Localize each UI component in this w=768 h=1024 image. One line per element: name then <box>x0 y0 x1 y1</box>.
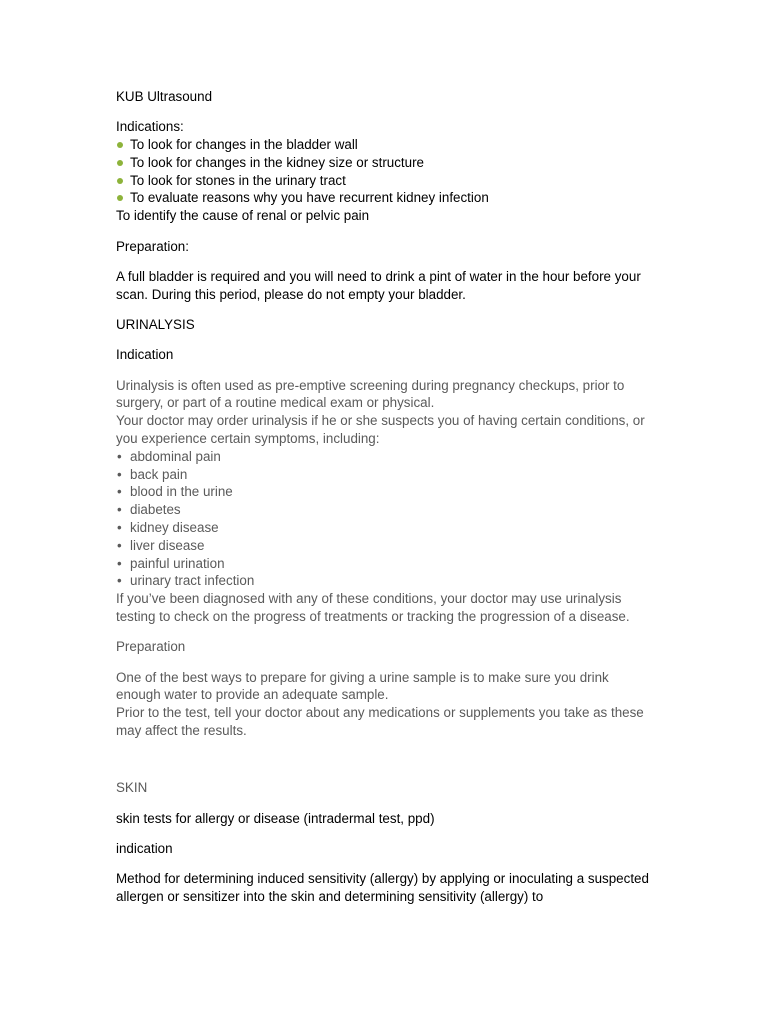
urinalysis-conditions-list <box>116 448 656 590</box>
bullet-icon: • <box>117 519 122 535</box>
urinalysis-outro: If you’ve been diagnosed with any of these conditions, your doctor may use urinalysis testing to check on the progress of treatments or tracking the progression of a disease. <box>116 591 630 624</box>
bullet-icon: • <box>117 484 122 500</box>
document-content <box>116 88 656 906</box>
kub-preparation-text: A full bladder is required and you will need to drink a pint of water in the hour before your scan. During this period, please do not empty your bladder. <box>116 268 641 302</box>
urinalysis-preparation-text-2: Prior to the test, tell your doctor about any medications or supplements you take as these may affect the results. <box>116 705 644 738</box>
kub-section <box>116 88 656 303</box>
list-item <box>116 501 656 519</box>
list-item <box>116 154 656 172</box>
urinalysis-intro-2: Your doctor may order urinalysis if he or she suspects you of having certain conditions, or you experience certain symptoms, including: <box>116 413 645 446</box>
bullet-icon <box>117 178 123 184</box>
kub-preparation-heading: Preparation: <box>116 238 189 254</box>
bullet-icon: • <box>117 573 122 589</box>
kub-title: KUB Ultrasound <box>116 89 213 104</box>
skin-indication-heading: indication <box>116 840 173 856</box>
urinalysis-title: URINALYSIS <box>116 316 195 332</box>
list-item-text: To look for changes in the bladder wall <box>130 137 358 153</box>
urinalysis-intro-1: Urinalysis is often used as pre-emptive screening during pregnancy checkups, prior to surgery, or part of a routine medical exam or physical. <box>116 377 625 411</box>
list-item <box>116 483 656 501</box>
skin-subtitle: skin tests for allergy or disease (intradermal test, ppd) <box>116 810 435 826</box>
list-item-text: urinary tract infection <box>130 573 255 589</box>
bullet-icon <box>117 160 123 166</box>
list-item-text: To evaluate reasons why you have recurrent kidney infection <box>130 190 489 206</box>
bullet-icon <box>117 195 123 201</box>
bullet-icon: • <box>117 448 122 464</box>
section-spacer <box>116 740 656 767</box>
list-item <box>116 172 656 190</box>
urinalysis-section <box>116 316 656 740</box>
list-item-text: abdominal pain <box>130 448 221 464</box>
skin-method-text: Method for determining induced sensitivity (allergy) by applying or inoculating a suspected allergen or sensitizer into the skin and determining sensitivity (allergy) to <box>116 871 649 904</box>
urinalysis-indication-heading: Indication <box>116 347 174 363</box>
kub-indications-list <box>116 136 656 207</box>
list-item <box>116 136 656 154</box>
list-item <box>116 448 656 466</box>
kub-indications-heading: Indications: <box>116 119 184 135</box>
list-item-text: liver disease <box>130 537 205 553</box>
bullet-icon: • <box>117 555 122 571</box>
list-item-text: kidney disease <box>130 519 219 535</box>
bullet-icon <box>117 142 123 148</box>
list-item-text: diabetes <box>130 502 181 518</box>
list-item <box>116 189 656 207</box>
list-item <box>116 466 656 484</box>
list-item <box>116 537 656 555</box>
skin-section <box>116 779 656 905</box>
bullet-icon: • <box>117 502 122 518</box>
urinalysis-preparation-heading: Preparation <box>116 639 186 655</box>
list-item-text: To look for changes in the kidney size or structure <box>130 154 424 170</box>
urinalysis-preparation-text-1: One of the best ways to prepare for giving a urine sample is to make sure you drink enough water to provide an adequate sample. <box>116 669 609 703</box>
list-item <box>116 555 656 573</box>
skin-title: SKIN <box>116 780 148 796</box>
list-item-text: back pain <box>130 466 188 482</box>
kub-indications-after: To identify the cause of renal or pelvic pain <box>116 208 370 224</box>
list-item-text: blood in the urine <box>130 484 233 500</box>
bullet-icon: • <box>117 537 122 553</box>
list-item-text: To look for stones in the urinary tract <box>130 172 346 188</box>
list-item <box>116 572 656 590</box>
bullet-icon: • <box>117 466 122 482</box>
list-item <box>116 519 656 537</box>
list-item-text: painful urination <box>130 555 225 571</box>
